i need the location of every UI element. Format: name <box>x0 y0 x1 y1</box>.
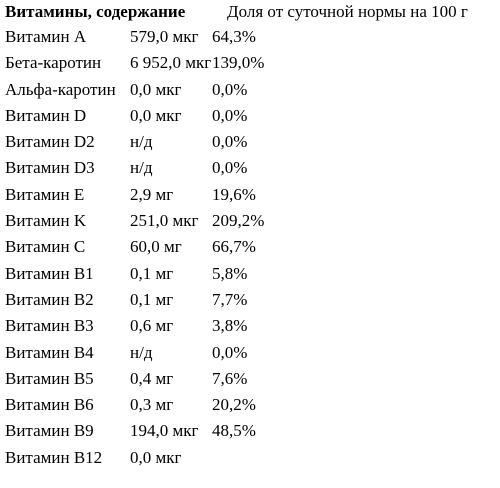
vitamin-amount: 0,0 мкг <box>130 105 182 125</box>
daily-value-percent: 19,6% <box>212 184 256 204</box>
vitamin-name: Витамин B6 <box>5 395 94 415</box>
daily-value-percent: 0,0% <box>212 105 248 125</box>
table-row <box>5 261 500 287</box>
vitamin-amount: 0,6 мг <box>130 316 174 336</box>
vitamin-name: Витамин B2 <box>5 289 94 309</box>
table-row <box>5 24 500 50</box>
vitamin-name: Витамин C <box>5 237 86 257</box>
vitamin-name: Альфа-каротин <box>5 79 116 99</box>
table-row <box>5 287 500 313</box>
table-row <box>5 366 500 392</box>
vitamin-amount: 194,0 мкг <box>130 421 199 441</box>
daily-value-percent: 5,8% <box>212 263 248 283</box>
daily-value-percent: 0,0% <box>212 342 248 362</box>
vitamin-amount: 251,0 мкг <box>130 211 199 231</box>
vitamin-name: Витамин B5 <box>5 368 94 388</box>
daily-value-percent: 66,7% <box>212 237 256 257</box>
daily-value-percent: 209,2% <box>212 211 265 231</box>
daily-value-percent: 7,6% <box>212 368 248 388</box>
vitamin-amount: 0,1 мг <box>130 263 174 283</box>
vitamin-name: Витамин D2 <box>5 132 95 152</box>
vitamin-name: Витамин B9 <box>5 421 94 441</box>
table-row <box>5 445 500 471</box>
daily-value-percent: 139,0% <box>212 53 265 73</box>
daily-value-percent: 0,0% <box>212 79 248 99</box>
vitamin-name: Витамин D3 <box>5 158 95 178</box>
vitamin-amount: 579,0 мкг <box>130 27 199 46</box>
vitamin-amount: н/д <box>130 132 153 152</box>
vitamin-amount: 2,9 мг <box>130 184 174 204</box>
table-row <box>5 392 500 418</box>
vitamin-amount: 6 952,0 мкг <box>130 53 212 73</box>
daily-value-percent: 20,2% <box>212 395 256 415</box>
vitamin-name: Бета-каротин <box>5 53 102 73</box>
vitamin-name: Витамин B4 <box>5 342 94 362</box>
table-row <box>5 208 500 234</box>
vitamin-name: Витамин А <box>5 27 87 46</box>
table-row <box>5 129 500 155</box>
vitamin-amount: 0,3 мг <box>130 395 174 415</box>
vitamin-amount: 60,0 мг <box>130 237 182 257</box>
vitamin-amount: 0,0 мкг <box>130 79 182 99</box>
vitamin-amount: 0,1 мг <box>130 289 174 309</box>
daily-value-percent: 3,8% <box>212 316 248 336</box>
table-row <box>5 313 500 339</box>
daily-value-percent: 0,0% <box>212 132 248 152</box>
table-row <box>5 182 500 208</box>
vitamin-name: Витамин B12 <box>5 447 103 467</box>
daily-value-percent: 0,0% <box>212 158 248 178</box>
table-row <box>5 103 500 129</box>
vitamin-name: Витамин D <box>5 105 87 125</box>
daily-value-percent: 64,3% <box>212 27 256 46</box>
vitamin-name: Витамин E <box>5 184 85 204</box>
table-row <box>5 418 500 444</box>
vitamin-name: Витамин B1 <box>5 263 94 283</box>
vitamin-amount: 0,4 мг <box>130 368 174 388</box>
table-row <box>5 77 500 103</box>
table-row <box>5 50 500 76</box>
vitamin-amount: н/д <box>130 158 153 178</box>
table-row <box>5 234 500 260</box>
vitamin-amount: 0,0 мкг <box>130 447 182 467</box>
vitamin-amount: н/д <box>130 342 153 362</box>
vitamin-name: Витамин B3 <box>5 316 94 336</box>
table-row <box>5 340 500 366</box>
table-row <box>5 155 500 181</box>
header-daily-value-share: Доля от суточной нормы на 100 г <box>227 2 468 21</box>
daily-value-percent: 7,7% <box>212 289 248 309</box>
daily-value-percent: 48,5% <box>212 421 256 441</box>
vitamin-name: Витамин K <box>5 211 87 231</box>
table-body <box>5 24 500 471</box>
header-vitamins-content: Витамины, содержание <box>5 2 186 21</box>
